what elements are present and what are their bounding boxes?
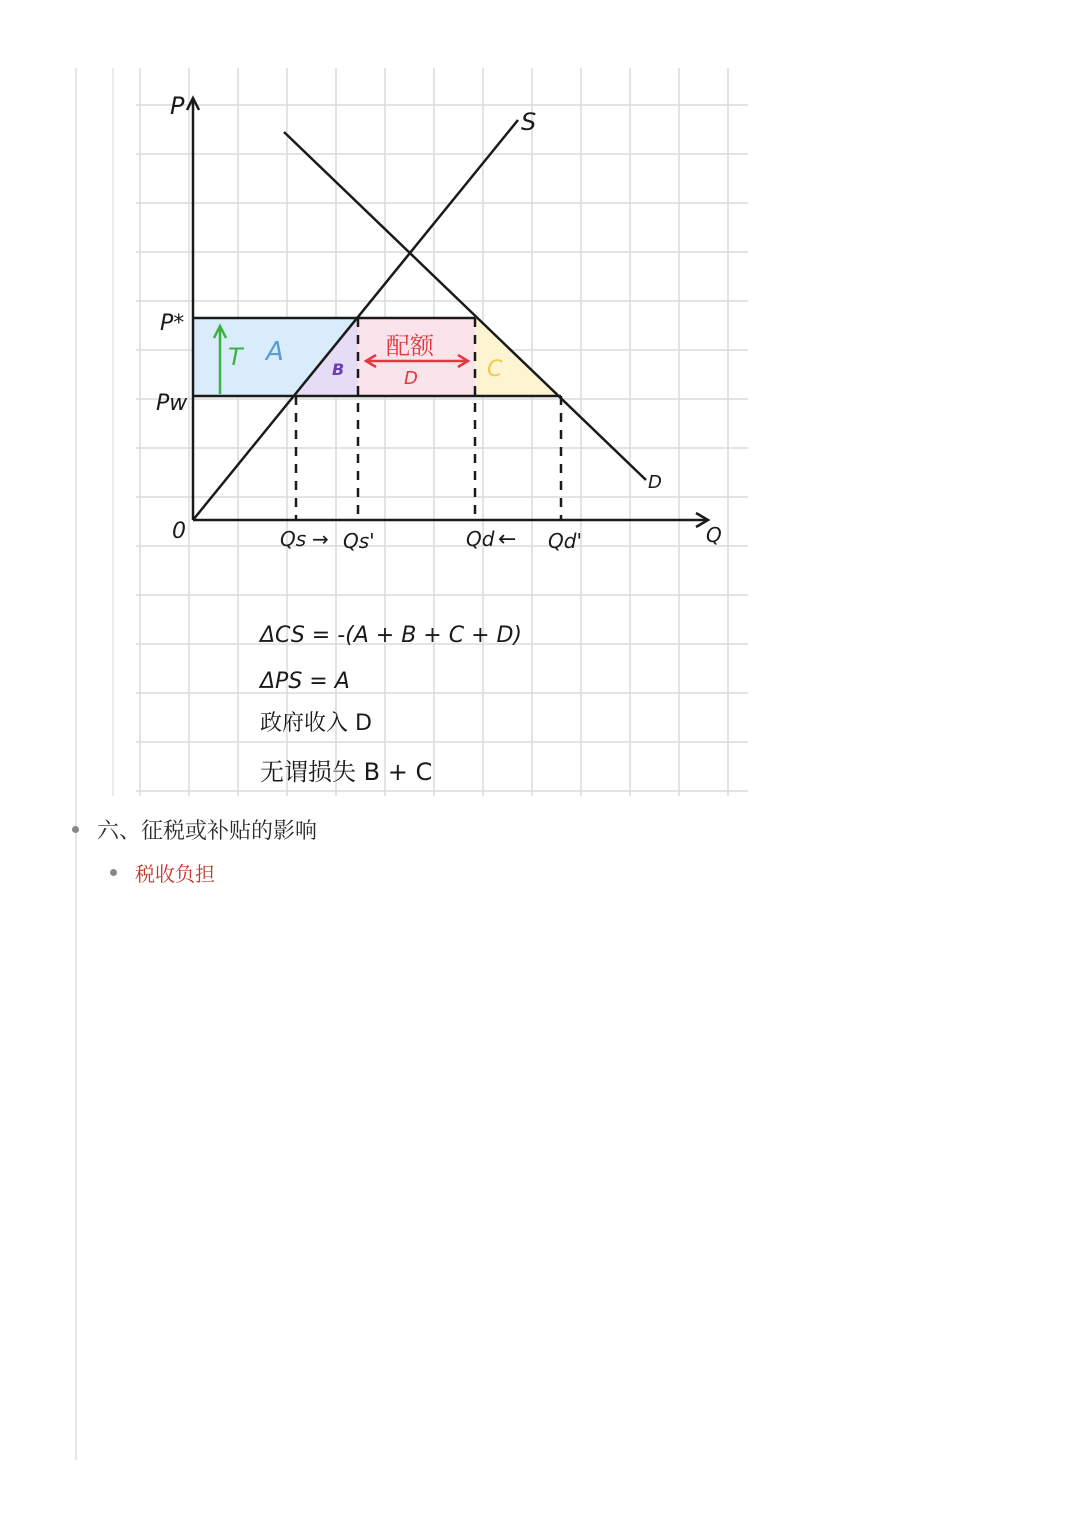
diagram-svg — [136, 68, 748, 798]
outline-item-heading[interactable] — [72, 814, 317, 845]
p-axis-label: P — [170, 92, 185, 120]
area-d-label: D — [404, 368, 418, 389]
area-b-label: B — [332, 360, 345, 379]
nested-guide-line — [112, 68, 114, 796]
supply-label: S — [521, 108, 537, 136]
outline-sub-item[interactable] — [110, 858, 215, 887]
outline-heading-text: 六、征税或补贴的影响 — [97, 819, 318, 844]
qs-label: Qs — [280, 527, 307, 551]
quota-price-label: P* — [160, 311, 185, 336]
area-c-label: C — [487, 357, 503, 382]
demand-label: D — [648, 472, 662, 493]
formula-gov-revenue: 政府收入 D — [260, 711, 372, 736]
qd-prime-label: Qd' — [548, 529, 582, 553]
formula-delta-ps: ΔPS = A — [260, 669, 350, 694]
quota-label: 配额 — [386, 332, 434, 360]
import-quota-diagram — [136, 68, 748, 798]
bullet-dot-icon — [72, 826, 79, 833]
qs-arrow: → — [312, 527, 329, 551]
outline-sub-item-text: 税收负担 — [135, 862, 215, 886]
area-a-label: A — [266, 337, 284, 367]
formula-delta-cs: ΔCS = -(A + B + C + D) — [260, 623, 523, 648]
bullet-dot-icon — [110, 869, 117, 876]
world-price-label: Pw — [156, 391, 188, 416]
formula-deadweight: 无谓损失 B + C — [260, 758, 433, 786]
origin-label: 0 — [172, 519, 186, 544]
qs-prime-label: Qs' — [343, 529, 375, 553]
qd-arrow: ← — [498, 527, 517, 552]
t-label: T — [228, 343, 243, 371]
q-axis-label: Q — [706, 523, 722, 547]
qd-label: Qd — [466, 527, 495, 551]
outline-guide-line — [75, 68, 77, 1460]
grid — [136, 68, 748, 796]
